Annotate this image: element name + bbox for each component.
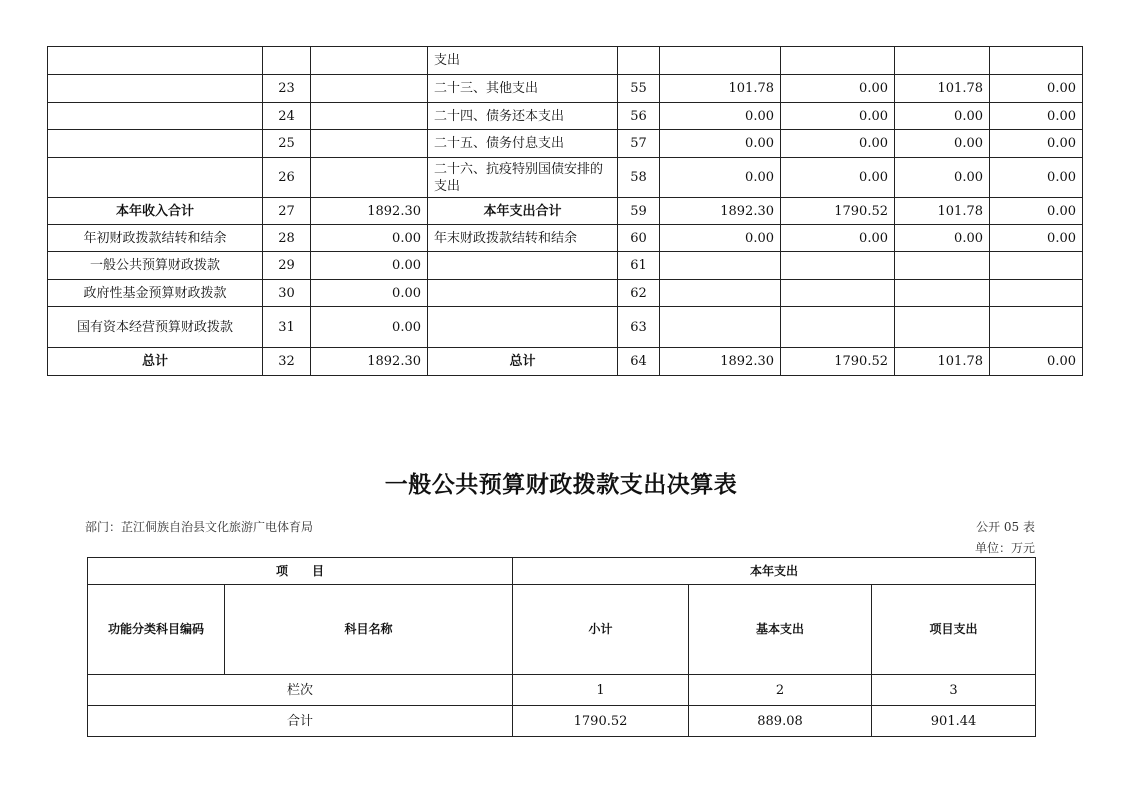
income-item	[48, 130, 263, 158]
general-budget: 0.00	[781, 225, 895, 252]
expense-total	[660, 307, 781, 348]
expense-item: 支出	[428, 47, 618, 75]
table-row	[48, 75, 1083, 103]
expense-item	[428, 307, 618, 348]
expense-total: 1892.30	[660, 198, 781, 225]
income-item: 本年收入合计	[48, 198, 263, 225]
income-item	[48, 158, 263, 198]
line-no-left: 30	[263, 280, 311, 307]
line-no-left	[263, 47, 311, 75]
table-row	[48, 225, 1083, 252]
line-no-left: 29	[263, 252, 311, 280]
gov-fund	[895, 252, 990, 280]
income-amount	[311, 103, 428, 130]
table-row	[48, 47, 1083, 75]
income-item: 国有资本经营预算财政拨款	[48, 307, 263, 348]
general-budget	[781, 307, 895, 348]
income-amount	[311, 47, 428, 75]
expense-total: 101.78	[660, 75, 781, 103]
gov-fund: 101.78	[895, 75, 990, 103]
general-budget	[781, 280, 895, 307]
state-capital: 0.00	[990, 225, 1083, 252]
line-no-right: 59	[618, 198, 660, 225]
expense-item: 本年支出合计	[428, 198, 618, 225]
general-budget: 0.00	[781, 103, 895, 130]
general-budget: 0.00	[781, 130, 895, 158]
col-subject-name: 科目名称	[225, 585, 513, 675]
expense-item	[428, 252, 618, 280]
state-capital: 0.00	[990, 158, 1083, 198]
line-no-left: 24	[263, 103, 311, 130]
report-title: 一般公共预算财政拨款支出决算表	[384, 471, 738, 498]
income-amount	[311, 158, 428, 198]
state-capital: 0.00	[990, 75, 1083, 103]
income-amount: 0.00	[311, 225, 428, 252]
upper-budget-table	[47, 46, 1083, 376]
seq-2: 2	[689, 675, 872, 706]
line-no-left: 25	[263, 130, 311, 158]
seq-3: 3	[872, 675, 1036, 706]
total-project: 901.44	[872, 706, 1036, 737]
upper-table-body	[48, 47, 1083, 376]
income-item: 年初财政拨款结转和结余	[48, 225, 263, 252]
general-budget: 0.00	[781, 158, 895, 198]
total-subtotal: 1790.52	[513, 706, 689, 737]
line-no-left: 32	[263, 348, 311, 376]
line-no-right: 56	[618, 103, 660, 130]
income-amount: 0.00	[311, 307, 428, 348]
income-item	[48, 47, 263, 75]
line-no-right: 55	[618, 75, 660, 103]
state-capital: 0.00	[990, 130, 1083, 158]
income-amount	[311, 130, 428, 158]
department-label: 部门：芷江侗族自治县文化旅游广电体育局	[85, 520, 314, 534]
gov-fund	[895, 307, 990, 348]
state-capital	[990, 280, 1083, 307]
general-budget: 1790.52	[781, 198, 895, 225]
gov-fund: 0.00	[895, 130, 990, 158]
seq-1: 1	[513, 675, 689, 706]
unit-label: 单位：万元	[974, 541, 1035, 555]
header-item: 项 目	[88, 558, 513, 585]
gov-fund: 101.78	[895, 348, 990, 376]
total-basic: 889.08	[689, 706, 872, 737]
line-no-left: 23	[263, 75, 311, 103]
income-amount: 0.00	[311, 252, 428, 280]
income-item: 政府性基金预算财政拨款	[48, 280, 263, 307]
expense-total: 0.00	[660, 130, 781, 158]
table-row	[48, 280, 1083, 307]
expense-item: 年末财政拨款结转和结余	[428, 225, 618, 252]
col-basic-expense: 基本支出	[689, 585, 872, 675]
gov-fund: 0.00	[895, 103, 990, 130]
income-item	[48, 75, 263, 103]
state-capital: 0.00	[990, 348, 1083, 376]
expense-item	[428, 280, 618, 307]
expense-item: 二十五、债务付息支出	[428, 130, 618, 158]
total-label: 合计	[88, 706, 513, 737]
line-no-right: 61	[618, 252, 660, 280]
line-no-left: 26	[263, 158, 311, 198]
gov-fund: 0.00	[895, 158, 990, 198]
line-no-right: 60	[618, 225, 660, 252]
expense-total: 1892.30	[660, 348, 781, 376]
line-no-right: 62	[618, 280, 660, 307]
income-item	[48, 103, 263, 130]
income-amount: 0.00	[311, 280, 428, 307]
expense-total	[660, 252, 781, 280]
col-function-code: 功能分类科目编码	[88, 585, 225, 675]
state-capital	[990, 307, 1083, 348]
income-item: 一般公共预算财政拨款	[48, 252, 263, 280]
form-number: 公开 05 表	[976, 520, 1035, 534]
table-row	[48, 158, 1083, 198]
state-capital	[990, 252, 1083, 280]
line-no-right: 57	[618, 130, 660, 158]
income-item: 总计	[48, 348, 263, 376]
state-capital: 0.00	[990, 198, 1083, 225]
line-no-left: 28	[263, 225, 311, 252]
line-no-left: 27	[263, 198, 311, 225]
general-budget	[781, 252, 895, 280]
table-row	[48, 198, 1083, 225]
state-capital: 0.00	[990, 103, 1083, 130]
line-no-left: 31	[263, 307, 311, 348]
line-no-right	[618, 47, 660, 75]
general-budget	[781, 47, 895, 75]
table-row	[48, 130, 1083, 158]
table-row	[48, 348, 1083, 376]
income-amount	[311, 75, 428, 103]
expense-item: 二十四、债务还本支出	[428, 103, 618, 130]
expense-item: 二十三、其他支出	[428, 75, 618, 103]
expense-total: 0.00	[660, 158, 781, 198]
expenditure-table	[87, 557, 1036, 737]
gov-fund: 0.00	[895, 225, 990, 252]
col-subtotal: 小计	[513, 585, 689, 675]
expense-total	[660, 47, 781, 75]
state-capital	[990, 47, 1083, 75]
table-row	[48, 252, 1083, 280]
gov-fund: 101.78	[895, 198, 990, 225]
gov-fund	[895, 280, 990, 307]
expense-total	[660, 280, 781, 307]
col-project-expense: 项目支出	[872, 585, 1036, 675]
line-no-right: 63	[618, 307, 660, 348]
line-no-right: 58	[618, 158, 660, 198]
header-year-expense: 本年支出	[513, 558, 1036, 585]
table-row	[48, 307, 1083, 348]
general-budget: 1790.52	[781, 348, 895, 376]
table-row	[48, 103, 1083, 130]
expense-item: 二十六、抗疫特别国债安排的支出	[428, 158, 618, 198]
gov-fund	[895, 47, 990, 75]
expense-total: 0.00	[660, 225, 781, 252]
expense-item: 总计	[428, 348, 618, 376]
income-amount: 1892.30	[311, 348, 428, 376]
seq-label: 栏次	[88, 675, 513, 706]
line-no-right: 64	[618, 348, 660, 376]
general-budget: 0.00	[781, 75, 895, 103]
expense-total: 0.00	[660, 103, 781, 130]
income-amount: 1892.30	[311, 198, 428, 225]
